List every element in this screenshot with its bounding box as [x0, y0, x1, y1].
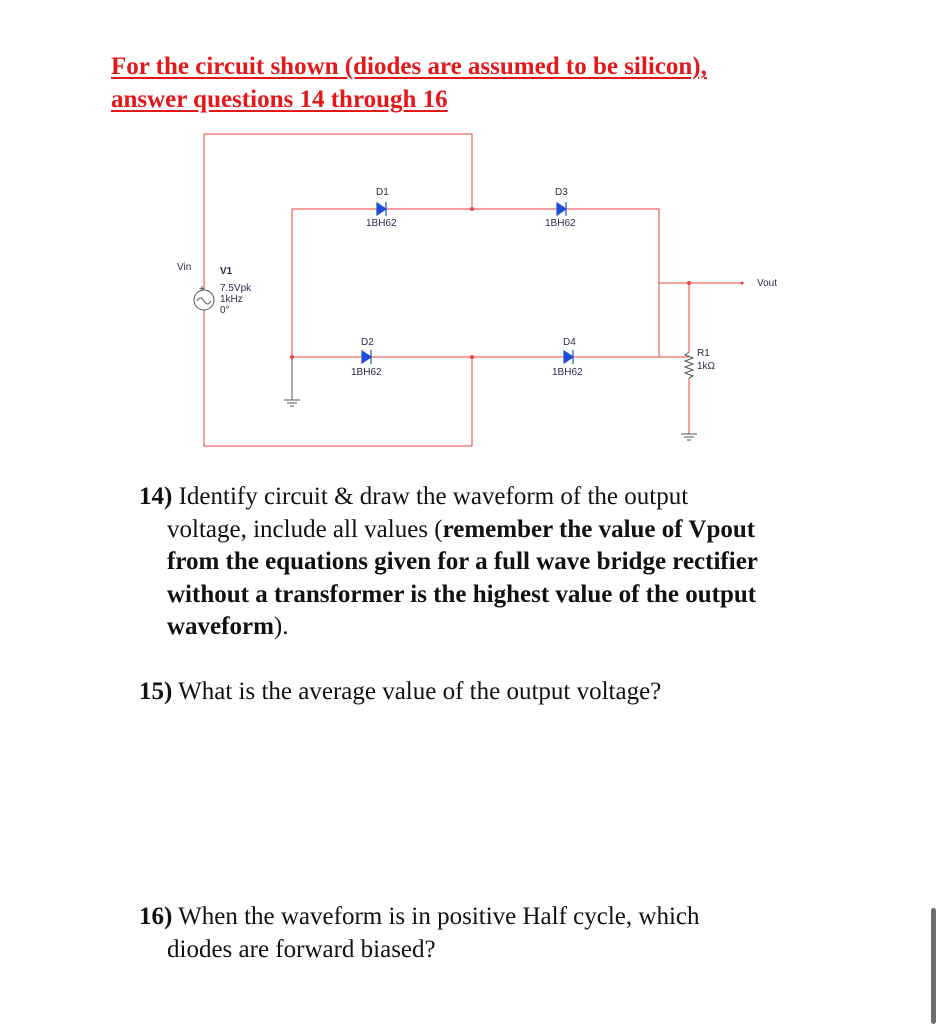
wire-bottom-loop	[204, 306, 472, 446]
resistor-ref: R1	[697, 348, 710, 359]
wires	[204, 134, 742, 446]
source-name: V1	[220, 266, 233, 277]
question-14-line-3: from the equations given for a full wave bridge rectifier	[167, 548, 758, 575]
diode-d3-ref: D3	[555, 187, 568, 198]
wire-top-loop	[204, 134, 472, 295]
source-node-label: Vin	[177, 262, 192, 273]
question-14-line-1: Identify circuit & draw the waveform of the output	[178, 483, 689, 510]
wire-top-branch	[292, 209, 659, 357]
question-14-line-4: without a transformer is the highest value of the output	[167, 580, 757, 608]
diode-d4-symbol	[564, 350, 573, 364]
diode-d4-ref: D4	[563, 337, 576, 348]
question-15-number: 15)	[139, 678, 173, 705]
source-amplitude: 7.5Vpk	[220, 283, 252, 294]
diode-d3-part: 1BH62	[545, 218, 576, 229]
question-14-number: 14)	[139, 483, 173, 510]
question-16-line-2: diodes are forward biased?	[167, 935, 436, 963]
heading-line-1: For the circuit shown (diodes are assumed to be silicon),	[111, 53, 707, 80]
diode-d3-symbol	[557, 202, 566, 216]
question-14-line-5: waveform).	[167, 613, 289, 640]
diode-d1-ref: D1	[376, 187, 389, 198]
source-phase: 0°	[220, 305, 230, 316]
diode-d1-symbol	[377, 202, 386, 216]
question-16	[139, 901, 839, 966]
question-14	[139, 481, 839, 644]
source-frequency: 1kHz	[220, 294, 243, 305]
question-15	[139, 676, 839, 709]
bridge-rectifier-schematic	[0, 0, 944, 470]
vertical-scrollbar[interactable]	[931, 908, 936, 1024]
diode-d2-symbol	[362, 350, 371, 364]
output-label: Vout	[757, 278, 778, 289]
diode-d1-part: 1BH62	[366, 218, 397, 229]
source-plus-sign: +	[199, 284, 205, 295]
question-14-line-2: voltage, include all values (remember the value of Vpout	[167, 515, 756, 543]
ground-wires	[284, 357, 697, 440]
diode-d4-part: 1BH62	[552, 367, 583, 378]
question-16-line-1: When the waveform is in positive Half cycle, which	[178, 903, 700, 930]
question-15-text: What is the average value of the output voltage?	[178, 678, 662, 705]
diode-d2-ref: D2	[361, 337, 374, 348]
resistor-value: 1kΩ	[697, 361, 716, 372]
resistor-r1-symbol	[685, 352, 693, 378]
diode-d2-part: 1BH62	[351, 367, 382, 378]
heading-line-2: answer questions 14 through 16	[111, 86, 448, 113]
question-16-number: 16)	[139, 903, 173, 930]
